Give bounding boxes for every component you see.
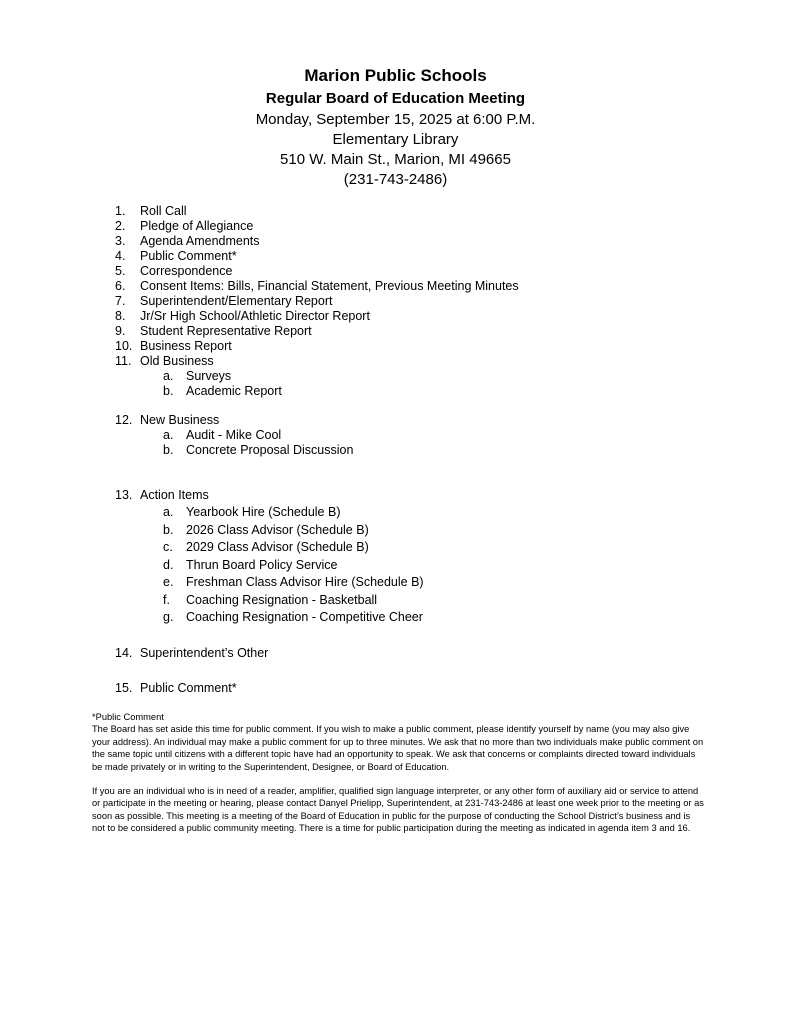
subitem-letter: a. — [163, 505, 174, 519]
agenda-item — [115, 294, 715, 309]
agenda-item-action-items — [115, 488, 715, 505]
old-business-subitem — [115, 369, 715, 384]
notes-heading: *Public Comment — [92, 712, 164, 722]
new-business-subitem — [115, 443, 715, 458]
meeting-address: 510 W. Main St., Marion, MI 49665 — [280, 151, 511, 168]
spacer — [115, 661, 715, 681]
agenda-item-number: 8. — [115, 309, 126, 323]
action-item-subitem — [115, 558, 715, 576]
subitem-letter: b. — [163, 522, 174, 537]
subitem-letter: f. — [163, 592, 170, 607]
agenda-item-number: 6. — [115, 279, 126, 293]
subitem-label: Academic Report — [186, 384, 282, 398]
agenda-item-label: Pledge of Allegiance — [140, 219, 254, 233]
agenda-item-label: Superintendent’s Other — [140, 645, 269, 660]
action-item-subitem — [115, 593, 715, 611]
spacer — [115, 399, 715, 413]
new-business-subitem — [115, 428, 715, 443]
agenda-item-label: Action Items — [140, 488, 209, 502]
agenda-item — [115, 339, 715, 354]
agenda-item — [115, 324, 715, 339]
agenda-item — [115, 219, 715, 234]
agenda-item-number: 10. — [115, 339, 133, 353]
subitem-letter: e. — [163, 575, 174, 589]
notes-paragraph-accessibility: If you are an individual who is in need of a reader, amplifier, qualified sign language interpreter, or any other form of auxiliary aid or service to attend or participate in the meeting or hearing, please contact Danyel Prielipp, Superintendent, at 231-743-2486 at least one week prior to the meeting or as soon as possible. This meeting is a meeting of the Board of Education in public for the purpose of conducting the School District’s business and is not to be considered a public community meeting. There is a time for public participation during the meeting as indicated in agenda item 3 and 16. — [92, 786, 704, 834]
agenda-item-label: Public Comment* — [140, 680, 237, 695]
agenda-item — [115, 204, 715, 219]
subitem-letter: g. — [163, 610, 174, 624]
public-comment-notes — [92, 711, 704, 835]
subitem-label: 2026 Class Advisor (Schedule B) — [186, 522, 369, 537]
agenda-item — [115, 279, 715, 294]
agenda-item — [115, 249, 715, 264]
organization-title: Marion Public Schools — [304, 66, 487, 85]
subitem-letter: c. — [163, 540, 173, 554]
agenda-list — [115, 204, 715, 696]
agenda-item-label: Consent Items: Bills, Financial Statement, Previous Meeting Minutes — [140, 279, 519, 293]
agenda-item — [115, 309, 715, 324]
agenda-item-label: Business Report — [140, 339, 232, 353]
agenda-item — [115, 681, 715, 696]
action-item-subitem — [115, 523, 715, 541]
agenda-item-number: 14. — [115, 645, 133, 660]
subitem-label: Thrun Board Policy Service — [186, 557, 338, 572]
agenda-item-old-business — [115, 354, 715, 369]
agenda-item-number: 12. — [115, 413, 133, 427]
agenda-item-number: 1. — [115, 204, 126, 218]
meeting-date-time: Monday, September 15, 2025 at 6:00 P.M. — [255, 111, 536, 128]
spacer — [115, 458, 715, 488]
subitem-label: Coaching Resignation - Competitive Cheer — [186, 610, 423, 624]
subitem-label: Yearbook Hire (Schedule B) — [186, 505, 341, 519]
subitem-letter: a. — [163, 428, 174, 442]
agenda-item-label: Student Representative Report — [140, 324, 312, 338]
old-business-subitem — [115, 384, 715, 399]
agenda-item — [115, 646, 715, 661]
subitem-letter: b. — [163, 384, 174, 398]
agenda-item — [115, 264, 715, 279]
agenda-item-label: Old Business — [140, 354, 214, 368]
subitem-label: Freshman Class Advisor Hire (Schedule B) — [186, 575, 424, 589]
document-header — [0, 64, 791, 190]
subitem-label: Surveys — [186, 369, 232, 383]
agenda-item-number: 7. — [115, 294, 126, 308]
subitem-label: Coaching Resignation - Basketball — [186, 592, 378, 607]
agenda-item-label: New Business — [140, 413, 220, 427]
agenda-item-label: Roll Call — [140, 204, 187, 218]
agenda-item-label: Public Comment* — [140, 249, 237, 263]
subitem-label: Audit - Mike Cool — [186, 428, 282, 442]
agenda-item-number: 11. — [115, 354, 132, 368]
agenda-item-number: 9. — [115, 324, 126, 338]
agenda-item-number: 3. — [115, 234, 126, 248]
agenda-item-number: 2. — [115, 219, 126, 233]
action-item-subitem — [115, 575, 715, 593]
action-item-subitem — [115, 540, 715, 558]
agenda-item-number: 15. — [115, 680, 133, 695]
subitem-label: 2029 Class Advisor (Schedule B) — [186, 540, 369, 554]
agenda-item-new-business — [115, 413, 715, 428]
subitem-letter: d. — [163, 557, 174, 572]
subitem-letter: a. — [163, 369, 174, 383]
agenda-item-label: Superintendent/Elementary Report — [140, 294, 333, 308]
agenda-item-number: 5. — [115, 264, 126, 278]
agenda-item-label: Correspondence — [140, 264, 233, 278]
subitem-letter: b. — [163, 443, 174, 457]
agenda-item-number: 4. — [115, 249, 126, 263]
agenda-item-number: 13. — [115, 488, 133, 502]
meeting-location: Elementary Library — [332, 131, 459, 148]
agenda-item — [115, 234, 715, 249]
action-item-subitem — [115, 610, 715, 628]
meeting-type: Regular Board of Education Meeting — [265, 90, 526, 107]
agenda-item-label: Jr/Sr High School/Athletic Director Report — [140, 309, 370, 323]
meeting-phone: (231-743-2486) — [343, 171, 448, 188]
action-item-subitem — [115, 505, 715, 523]
agenda-item-label: Agenda Amendments — [140, 234, 260, 248]
subitem-label: Concrete Proposal Discussion — [186, 443, 354, 457]
spacer — [115, 628, 715, 646]
notes-paragraph-public-comment: The Board has set aside this time for public comment. If you wish to make a public comment, please identify yourself by name (you may also give your address). An individual may make a public comment for up to three minutes. We ask that no more than two individuals make public comment on the same topic until citizens with a different topic have had an opportunity to speak. We ask that concerns or complaints directed toward individuals be made privately or in writing to the Superintendent, Designee, or Board of Education. — [92, 724, 704, 772]
